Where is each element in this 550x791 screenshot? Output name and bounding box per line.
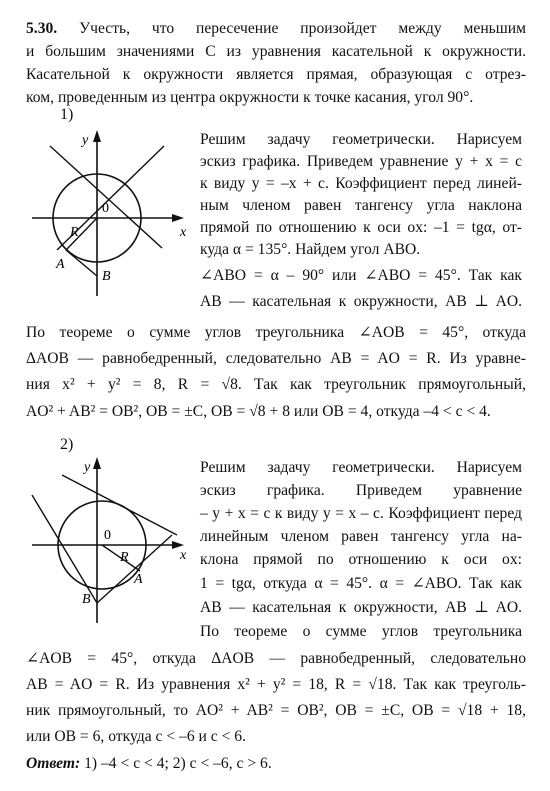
- case2-a-label: A: [134, 572, 143, 587]
- intro-line-3: Касательной к окружности является прямая, образующая с отрез-: [26, 66, 526, 83]
- case2-full-2: AB = AO = R. Из уравнения x² + y² = 18, R = √18. Так как треуголь-: [26, 676, 526, 693]
- case2-side-5: клона прямой по отношению к оси ox:: [200, 551, 522, 568]
- case1-full-3: ния x² + y² = 8, R = √8. Так как треугольник прямоугольный,: [26, 376, 526, 393]
- case2-y-label: y: [84, 460, 91, 475]
- case2-side-6: 1 = tgα, откуда α = 45°. α = ∠ABO. Так как: [200, 575, 522, 592]
- case1-side-6: куда α = 135°. Найдем угол ABO.: [200, 241, 421, 258]
- case1-side-2: эскиз графика. Приведем уравнение y + x = c: [200, 153, 522, 170]
- case2-side-3: – y + x = c к виду y = x – c. Коэффициент перед: [200, 505, 522, 522]
- case2-full-1: ∠AOB = 45°, откуда ΔAOB — равнобедренный, следовательно: [26, 650, 526, 667]
- case1-full-1: По теореме о сумме углов треугольника ∠AOB = 45°, откуда: [26, 324, 526, 341]
- case1-origin-label: 0: [102, 201, 109, 216]
- case1-a-label: A: [56, 257, 65, 272]
- case1-label: 1): [60, 106, 74, 123]
- case1-b-label: B: [102, 269, 111, 284]
- case2-side-7: AB — касательная к окружности, AB ⊥ AO.: [200, 599, 522, 616]
- answer-label: Ответ:: [26, 755, 81, 772]
- case2-side-8: По теореме о сумме углов треугольника: [200, 623, 522, 640]
- case1-side-7: ∠ABO = α – 90° или ∠ABO = 45°. Так как: [200, 267, 522, 284]
- case2-x-label: x: [180, 548, 187, 563]
- case2-side-4: линейным членом равен тангенсу угла на-: [200, 528, 522, 545]
- case2-r-label: R: [120, 550, 129, 565]
- case2-full-4: или OB = 6, откуда c < –6 и c < 6.: [26, 728, 247, 745]
- intro-line-4: ком, проведенным из центра окружности к точке касания, угол 90°.: [26, 89, 474, 106]
- case2-side-2: эскиз графика. Приведем уравнение: [200, 482, 522, 499]
- case2-b-label: B: [82, 592, 91, 607]
- case1-figure: [22, 128, 197, 308]
- intro-text-1: Учесть, что пересечение произойдет между меньшим: [79, 20, 526, 37]
- case1-r-label: R: [70, 225, 79, 240]
- answer-text: 1) –4 < c < 4; 2) c < –6, c > 6.: [80, 755, 272, 772]
- case2-full-3: ник прямоугольный, то AO² + AB² = OB², OB = ±C, OB = √18 + 18,: [26, 702, 526, 719]
- case1-side-4: ным членом равен тангенсу угла наклона: [200, 197, 522, 214]
- case1-side-5: прямой по отношению к оси ox: –1 = tgα, от-: [200, 219, 522, 236]
- intro-line-1: [26, 19, 526, 39]
- intro-line-2: и большим значениями C из уравнения касательной к окружности.: [26, 43, 526, 60]
- case1-full-2: ΔAOB — равнобедренный, следовательно AB = AO = R. Из уравне-: [26, 350, 526, 367]
- case1-x-label: x: [180, 225, 187, 240]
- problem-number: 5.30.: [26, 20, 58, 37]
- case1-y-label: y: [82, 133, 89, 148]
- case2-side-1: Решим задачу геометрически. Нарисуем: [200, 459, 522, 476]
- case2-label: 2): [60, 436, 74, 453]
- case1-side-3: к виду y = –x + c. Коэффициент перед линей-: [200, 175, 522, 192]
- case1-full-4: AO² + AB² = OB², OB = ±C, OB = √8 + 8 или OB = 4, откуда –4 < c < 4.: [26, 403, 491, 420]
- case1-side-1: Решим задачу геометрически. Нарисуем: [200, 131, 522, 148]
- answer-line: [26, 754, 526, 774]
- case2-origin-label: 0: [104, 528, 111, 543]
- case1-side-8: AB — касательная к окружности, AB ⊥ AO.: [200, 293, 522, 310]
- case2-figure: [22, 455, 197, 635]
